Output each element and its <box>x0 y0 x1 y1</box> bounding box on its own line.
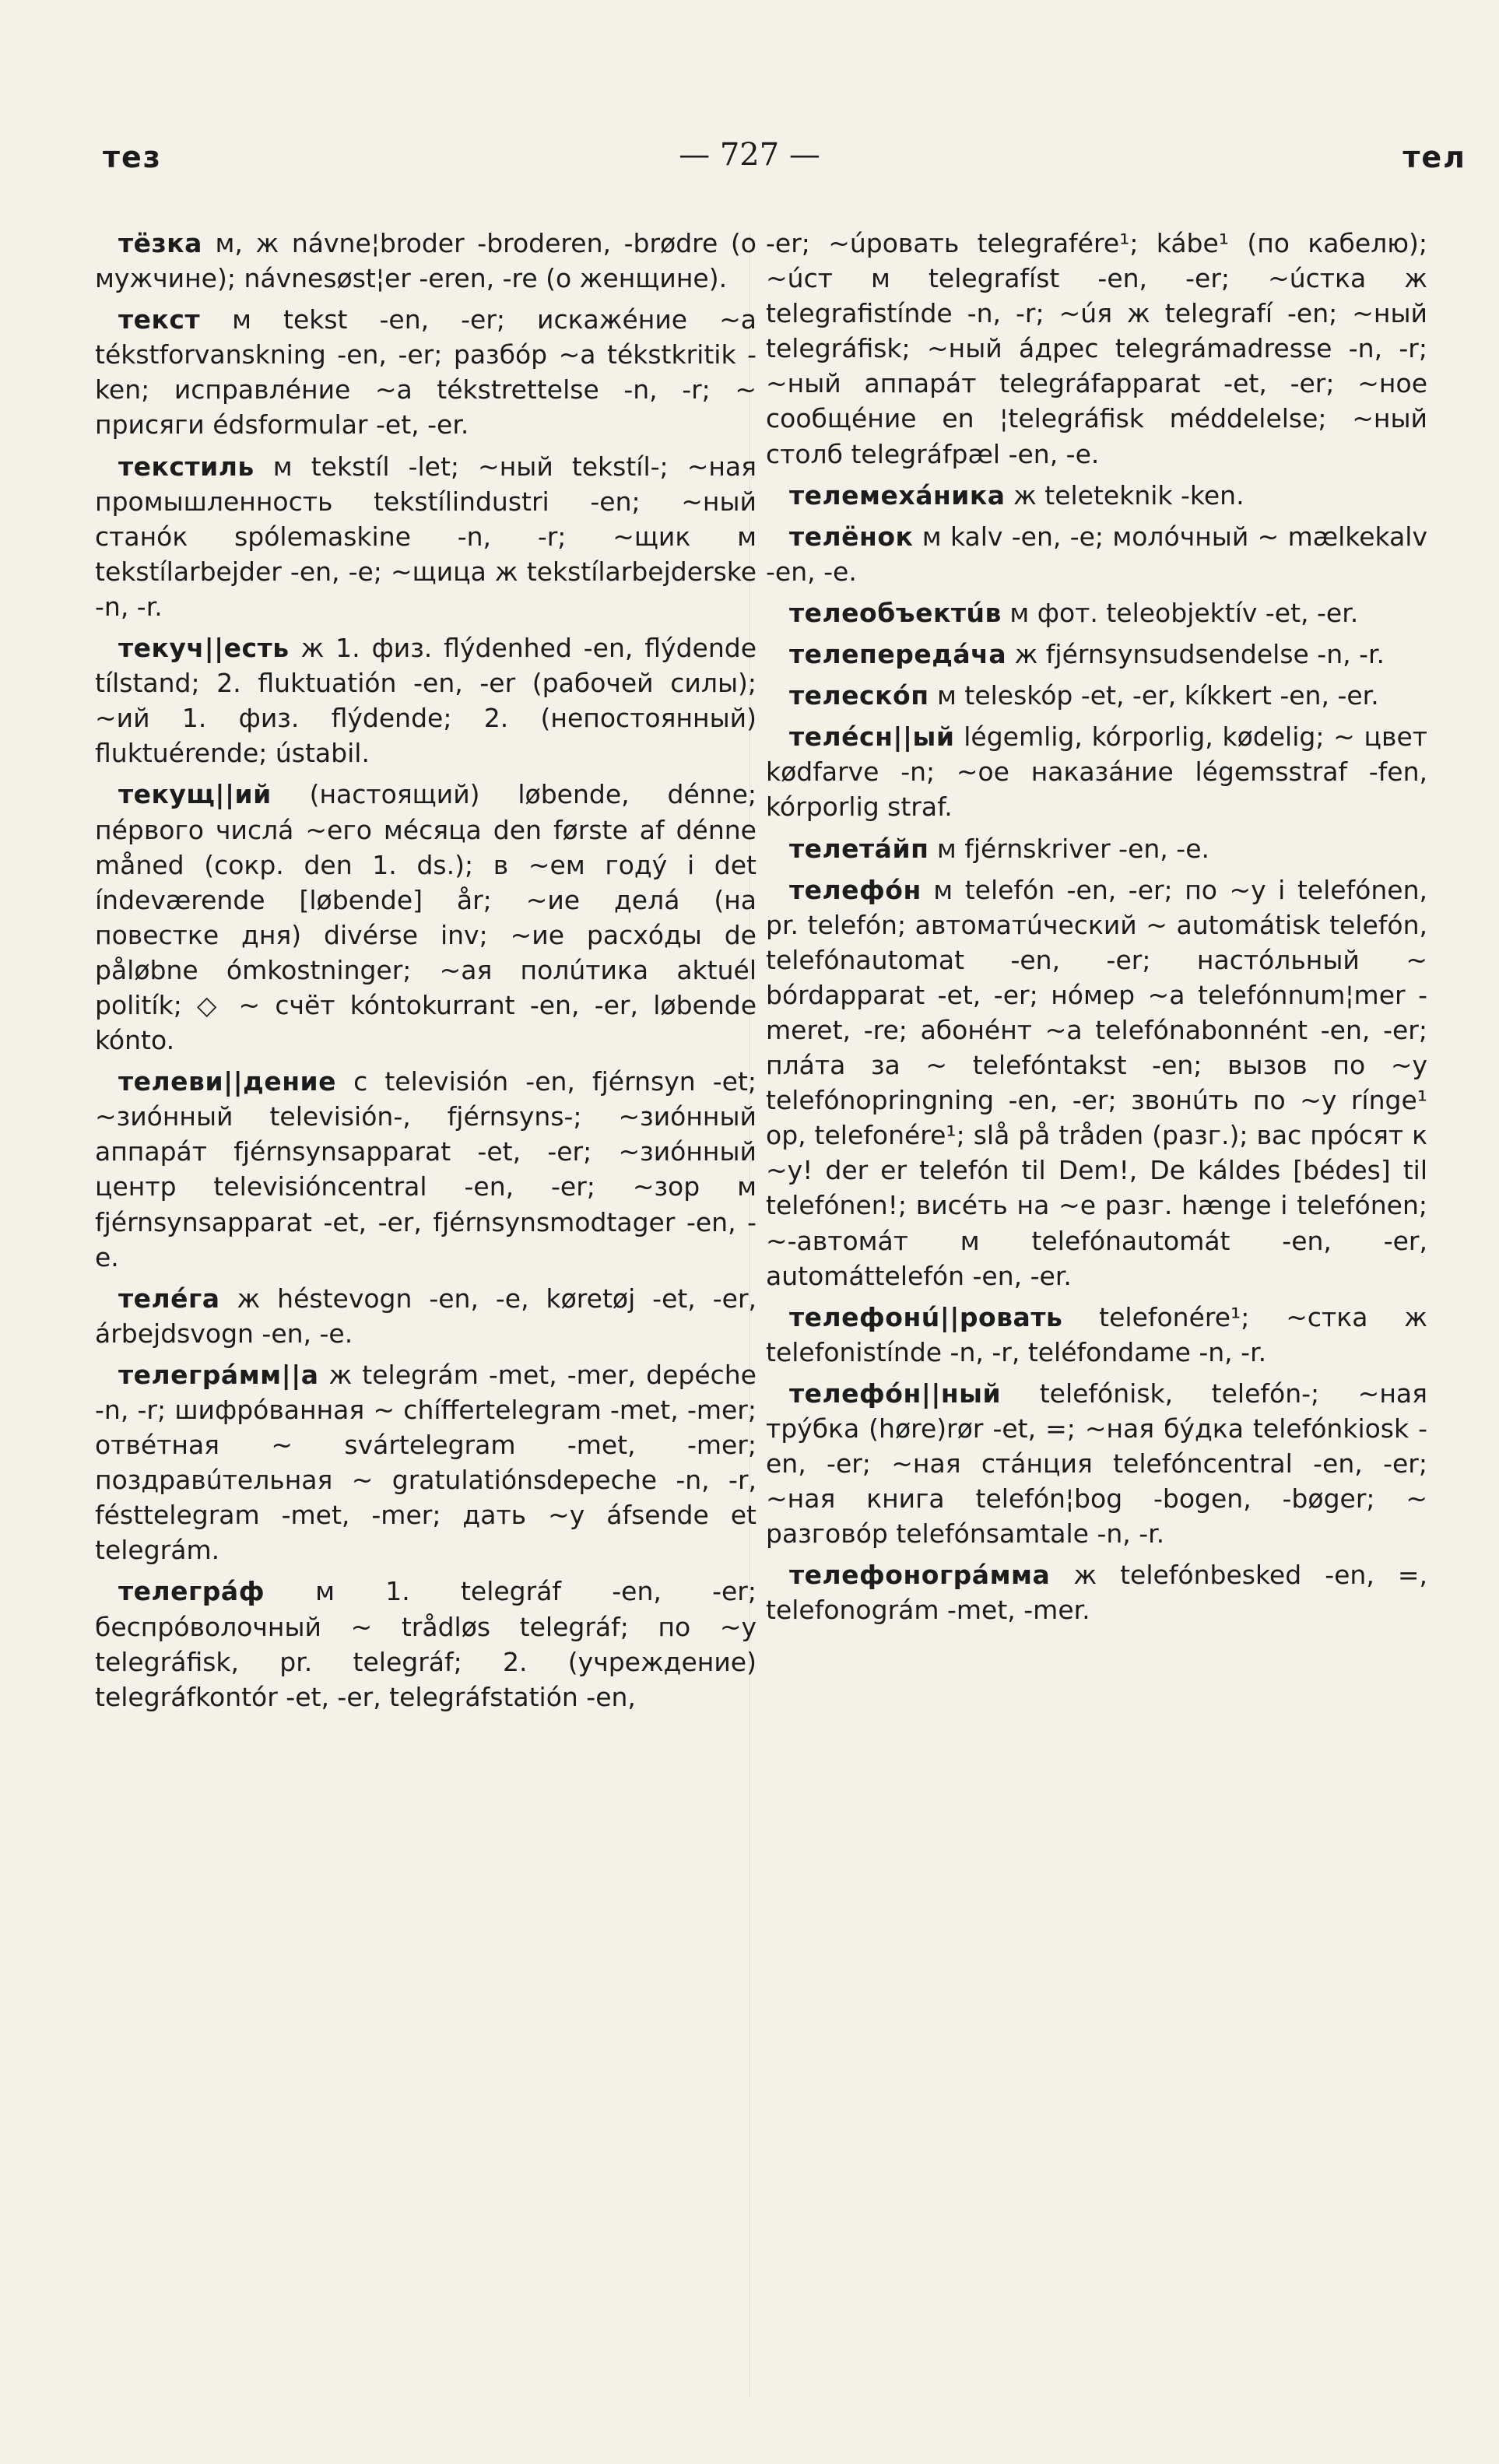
entry-body: -er; ~úровать telegrafére¹; kábe¹ (по кабелю); ~úст м telegrafíst -en, -er; ~úстка ж telegrafistínde -n, -r; ~úя ж telegrafí -en; ~ный telegráfisk; ~ный áдрес telegrámadresse -n, -r; ~ный аппарáт telegráfapparat -et, -er; ~ное сообщéние en ¦telegráfisk méddelelse; ~ный столб telegráfpæl -en, -e. <box>766 228 1427 469</box>
dictionary-entry <box>766 519 1427 589</box>
entry-body: м telefón -en, -er; по ~у i telefónen, pr. telefón; автоматúческий ~ automátisk telefón, telefónautomat -en, -er; настóльный ~ bórdapparat -et, -er; нóмер ~а telefónnum¦mer -meret, -re; абонéнт ~а telefónabonnént -en, -er; плáта за ~ telefóntakst -en; вызов по ~у telefónopringning -en, -er; звонúть по ~у ríngе¹ op, telefonére¹; slå på tråden (разг.); вас прóсят к ~у! der er telefón til Dem!, De káldes [bédes] til telefónen!; висéть на ~е разг. hænge i telefónen; ~-автомáт м telefónautomát -en, -er, automáttelefón -en, -er. <box>766 874 1427 1291</box>
page-number: — 727 — <box>679 137 820 173</box>
entry-headword: телегрáмм||а <box>118 1359 319 1390</box>
dictionary-entry <box>95 1281 757 1351</box>
entry-headword: телеви||дение <box>118 1066 337 1097</box>
dictionary-entry <box>766 719 1427 824</box>
dictionary-entry <box>95 1064 757 1275</box>
entry-headword: телефóн <box>789 874 922 905</box>
entry-body: ж fjérnsynsudsendelse -n, -r. <box>1006 639 1385 670</box>
entry-body: м фот. teleobjektív -et, -er. <box>1001 597 1359 628</box>
dictionary-entry <box>766 831 1427 866</box>
entry-body: ж teleteknik -ken. <box>1005 479 1244 511</box>
dictionary-entry <box>95 226 757 296</box>
dictionary-entry <box>766 872 1427 1293</box>
entry-body: м tekst -en, -er; искажéние ~а tékstforvanskning -en, -er; разбóр ~а tékstkritik -ken; исправлéние ~а tékstrettelse -n, -r; ~ присяги édsformular -et, -er. <box>95 304 757 441</box>
entry-headword: текст <box>118 304 201 335</box>
entry-body: м kalv -en, -e; молóчный ~ mælkekalv -en, -e. <box>766 521 1427 587</box>
entry-body: telefónisk, telefón-; ~ная трýбка (høre)rør -et, =; ~ная бýдка telefónkiosk -en, -er; ~ная стáнция telefóncentral -en, -er; ~ная книга telefón¦bog -bogen, -bøger; ~ разговóр telefónsamtale -n, -r. <box>766 1378 1427 1550</box>
entry-body: ж telefónbesked -en, =, telefonográm -met, -mer. <box>766 1560 1427 1626</box>
entry-body: м teleskóp -et, -er, kíkkert -en, -er. <box>929 680 1379 711</box>
entry-headword: текстиль <box>118 451 255 482</box>
dictionary-entry <box>95 449 757 624</box>
dictionary-entry <box>95 302 757 442</box>
right-column <box>766 226 1427 1634</box>
entry-headword: телепередáча <box>789 639 1007 670</box>
entry-body: м 1. telegráf -en, -er; беспрóволочный ~ trådløs telegráf; по ~у telegráfisk, pr. telegráf; 2. (учреждение) telegráfkontór -et, -er, telegráfstatión -en, <box>95 1576 757 1712</box>
dictionary-entry <box>766 1557 1427 1627</box>
entry-body: ж telegrám -met, -mer, depéche -n, -r; шифрóванная ~ chíffertelegram -met, -mer; отвéтная ~ svártelegram -met, -mer; поздравúтельная ~ gratulatiónsdepeche -n, -r, fésttelegram -met, -mer; дать ~у áfsende et telegrám. <box>95 1359 757 1566</box>
dictionary-entry <box>95 777 757 1058</box>
dictionary-entry <box>766 1376 1427 1551</box>
dictionary-entry <box>766 678 1427 713</box>
entry-headword: телёнок <box>789 521 914 552</box>
entry-headword: телефоногрáмма <box>789 1560 1051 1591</box>
entry-headword: телеобъектúв <box>789 597 1002 628</box>
entry-body: ж héstevogn -en, -e, køretøj -et, -er, árbejdsvogn -en, -e. <box>95 1283 757 1349</box>
entry-body: ж 1. физ. flýdenhed -en, flýdende tílstand; 2. fluktuatión -en, -er (рабочей силы); ~ий 1. физ. flýdende; 2. (непостоянный) fluktuérende; ústabil. <box>95 633 757 769</box>
dictionary-entry <box>95 1357 757 1568</box>
right-guide-word: тел <box>1402 140 1466 174</box>
dictionary-entry <box>95 630 757 770</box>
dictionary-entry-continuation <box>766 226 1427 472</box>
entry-headword: телемехáника <box>789 479 1006 511</box>
entry-body: с televisión -en, fjérnsyn -et; ~зиóнный televisión-, fjérnsyns-; ~зиóнный аппарáт fjérnsynsapparat -et, -er; ~зиóнный центр televisióncentral -en, -er; ~зор м fjérnsynsapparat -et, -er, fjérnsynsmodtager -en, -e. <box>95 1066 757 1272</box>
entry-headword: телегрáф <box>118 1576 265 1607</box>
left-guide-word: тез <box>103 140 162 174</box>
entry-headword: телескóп <box>789 680 929 711</box>
entry-body: telefonére¹; ~стка ж telefonistínde -n, -r, teléfondame -n, -r. <box>766 1301 1427 1367</box>
entry-headword: текущ||ий <box>118 779 272 810</box>
entry-headword: телефóн||ный <box>789 1378 1002 1409</box>
dictionary-entry <box>766 595 1427 630</box>
entry-headword: тёзка <box>118 228 202 258</box>
entry-body: м fjérnskriver -en, -e. <box>929 833 1209 864</box>
entry-headword: телефонú||ровать <box>789 1301 1063 1332</box>
dictionary-entry <box>766 478 1427 513</box>
entry-body: м tekstíl -let; ~ный tekstíl-; ~ная промышленность tekstílindustri -en; ~ный станóк spólemaskine -n, -r; ~щик м tekstílarbejder -en, -e; ~щица ж tekstílarbejderske -n, -r. <box>95 451 757 622</box>
left-column <box>95 226 757 1721</box>
entry-headword: телéсн||ый <box>789 721 955 753</box>
dictionary-entry <box>766 637 1427 672</box>
entry-body: (настоящий) løbende, dénne; пéрвого числá ~его мéсяца den første af dénne måned (сокр. den 1. ds.); в ~ем годý i det índeværende [løbende] år; ~ие делá (на повестке дня) divérse inv; ~ие расхóды de påløbne ómkostninger; ~ая полúтика aktuél politík; ◇ ~ счёт kóntokurrant -en, -er, løbende kónto. <box>95 779 757 1056</box>
entry-headword: текуч||есть <box>118 633 290 664</box>
entry-headword: телетáйп <box>789 833 929 864</box>
entry-body: légemlig, kórporlig, kødelig; ~ цвет kødfarve -n; ~ое наказáние légemsstraf -fen, kórporlig straf. <box>766 721 1427 823</box>
entry-body: м, ж návne¦broder -broderen, -brødre (о мужчине); návnesøst¦er -eren, -re (о женщине). <box>95 228 757 294</box>
dictionary-entry <box>95 1574 757 1714</box>
dictionary-entry <box>766 1300 1427 1370</box>
entry-headword: телéга <box>118 1283 220 1314</box>
